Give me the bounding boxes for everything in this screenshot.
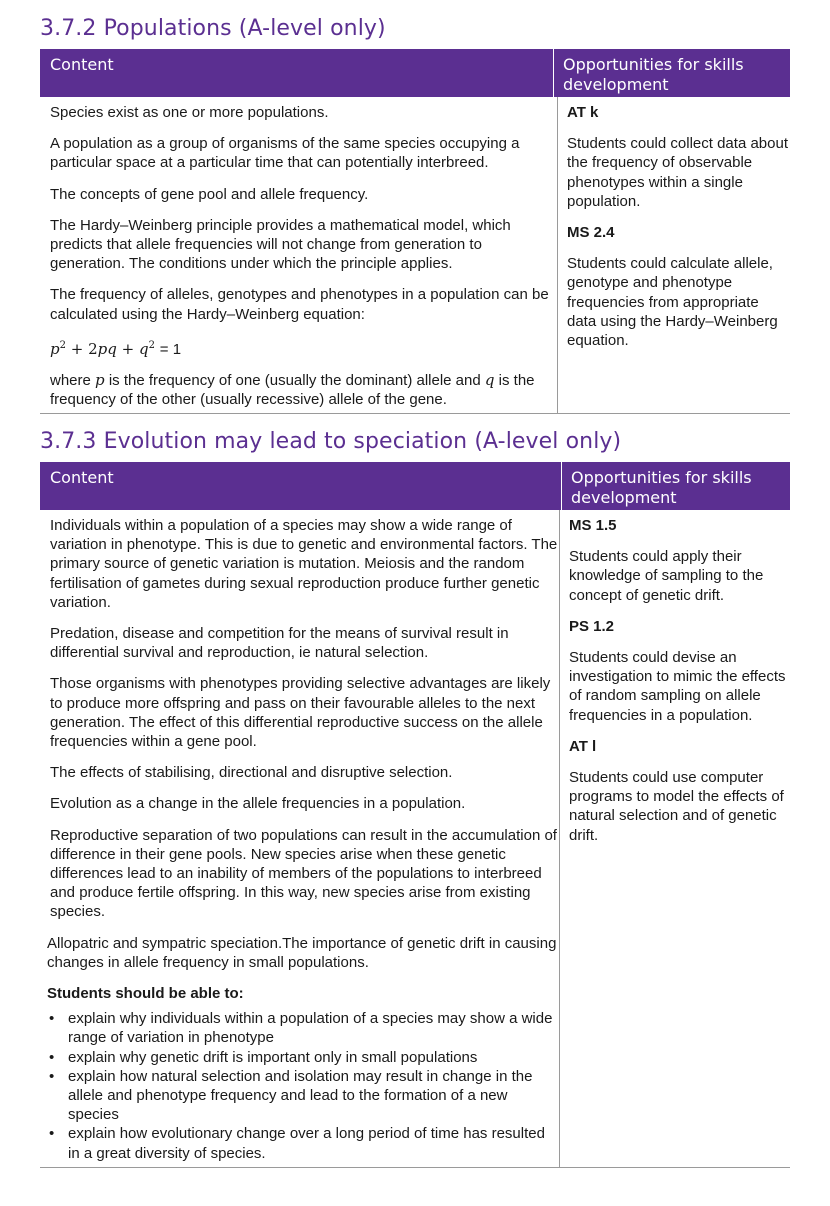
- equation-q-exponent: 2: [148, 339, 155, 351]
- content-paragraph: The frequency of alleles, genotypes and phenotypes in a population can be calculated using the Hardy–Weinberg equation:: [50, 286, 549, 323]
- equation-pq: pq: [97, 339, 117, 358]
- content-paragraph: Reproductive separation of two populations can result in the accumulation of difference in their gene pools. New species arise when these genetic differences lead to an inability of members of the populations to interbreed and produce fertile offspring. In this way, new species arise from existing species.: [50, 826, 557, 921]
- list-item: [47, 1124, 559, 1162]
- content-paragraph: The effects of stabilising, directional and disruptive selection.: [50, 764, 453, 782]
- skill-code: MS 2.4: [567, 224, 615, 242]
- equation-term: + 2: [70, 339, 98, 358]
- skill-text: Students could collect data about the frequency of observable phenotypes within a single population.: [567, 135, 788, 210]
- content-paragraph: Individuals within a population of a species may show a wide range of variation in phenotype. This is due to genetic and environmental factors. The primary source of genetic variation is mutation. Meiosis and the random fertilisation of gametes during sexual reproduction produce further genetic variation.: [50, 517, 558, 611]
- header-skills: Opportunities for skills development: [561, 462, 790, 510]
- header-content: Content: [50, 468, 114, 487]
- content-paragraph: Evolution as a change in the allele frequencies in a population.: [50, 795, 466, 813]
- populations-table: [40, 49, 790, 414]
- table-body: [40, 97, 790, 413]
- skill-text: Students could use computer programs to model the effects of natural selection and of genetic drift.: [569, 769, 784, 844]
- list-item-text: explain how evolutionary change over a long period of time has resulted in a great diversity of species.: [68, 1125, 545, 1162]
- bullet-icon: •: [49, 1010, 55, 1028]
- skill-code: PS 1.2: [569, 617, 615, 635]
- table-header: [40, 49, 790, 97]
- list-item: [47, 1067, 559, 1125]
- section-title-populations: 3.7.2 Populations (A-level only): [40, 16, 386, 41]
- where-text: is the frequency of the other (usually recessive) allele of the gene.: [50, 371, 535, 409]
- equation-q: q: [139, 339, 149, 358]
- content-paragraph: Species exist as one or more populations.: [50, 104, 329, 121]
- content-paragraph: Those organisms with phenotypes providing selective advantages are likely to produce more offspring and pass on their favourable alleles to the next generation. The effect of this differential reproductive success on the allele frequencies within a gene pool.: [50, 675, 551, 751]
- variable-q: q: [484, 370, 495, 389]
- header-content: Content: [50, 55, 114, 74]
- skill-text: Students could apply their knowledge of sampling to the concept of genetic drift.: [569, 548, 764, 604]
- list-item-text: explain why genetic drift is important only in small populations: [68, 1048, 478, 1066]
- bullet-icon: •: [49, 1125, 55, 1143]
- content-paragraph: Allopatric and sympatric speciation.The importance of genetic drift in causing changes in allele frequency in small populations.: [47, 934, 557, 971]
- content-paragraph: The concepts of gene pool and allele frequency.: [50, 185, 369, 203]
- bullet-icon: •: [49, 1067, 55, 1085]
- skill-code: AT k: [567, 104, 599, 121]
- table-body: [40, 510, 790, 1167]
- content-paragraph: A population as a group of organisms of the same species occupying a particular space at a particular time that can potentially interbreed.: [50, 135, 520, 172]
- table-header: [40, 462, 790, 510]
- content-column: [40, 97, 558, 413]
- where-text: is the frequency of one (usually the dominant) allele and: [108, 371, 481, 389]
- skill-code: AT l: [569, 737, 597, 755]
- skills-column: [560, 510, 790, 1167]
- header-skills: Opportunities for skills development: [553, 49, 790, 97]
- equation-term: +: [121, 339, 135, 358]
- able-heading: Students should be able to:: [47, 985, 244, 1003]
- list-item: [47, 1009, 559, 1047]
- content-paragraph: The Hardy–Weinberg principle provides a mathematical model, which predicts that allele frequencies will not change from generation to generation. The conditions under which the principle applies.: [50, 216, 511, 273]
- equation-result: = 1: [159, 340, 182, 358]
- where-text: where: [50, 371, 91, 389]
- skills-column: [558, 97, 790, 413]
- list-item-text: explain how natural selection and isolation may result in change in the allele and phenotype frequency and lead to the formation of a new species: [68, 1067, 533, 1124]
- section-title-evolution: 3.7.3 Evolution may lead to speciation (A-level only): [40, 429, 622, 454]
- content-paragraph: Predation, disease and competition for the means of survival result in differential survival and reproduction, ie natural selection.: [50, 625, 509, 662]
- hardy-weinberg-equation: [50, 336, 557, 359]
- outcomes-list: [47, 1009, 559, 1163]
- evolution-table: [40, 462, 790, 1168]
- variable-p: p: [95, 370, 105, 389]
- skill-code: MS 1.5: [569, 517, 617, 534]
- skill-text: Students could calculate allele, genotype and phenotype frequencies from appropriate data using the Hardy–Weinberg equation.: [567, 255, 778, 350]
- content-column: [40, 510, 560, 1167]
- content-paragraph: [50, 371, 557, 409]
- list-item-text: explain why individuals within a population of a species may show a wide range of variation in phenotype: [68, 1010, 553, 1047]
- skill-text: Students could devise an investigation to mimic the effects of random sampling on allele frequencies in a population.: [569, 649, 786, 724]
- equation-p: p: [50, 339, 60, 358]
- list-item: [47, 1048, 559, 1067]
- equation-p-exponent: 2: [59, 339, 66, 351]
- bullet-icon: •: [49, 1048, 55, 1066]
